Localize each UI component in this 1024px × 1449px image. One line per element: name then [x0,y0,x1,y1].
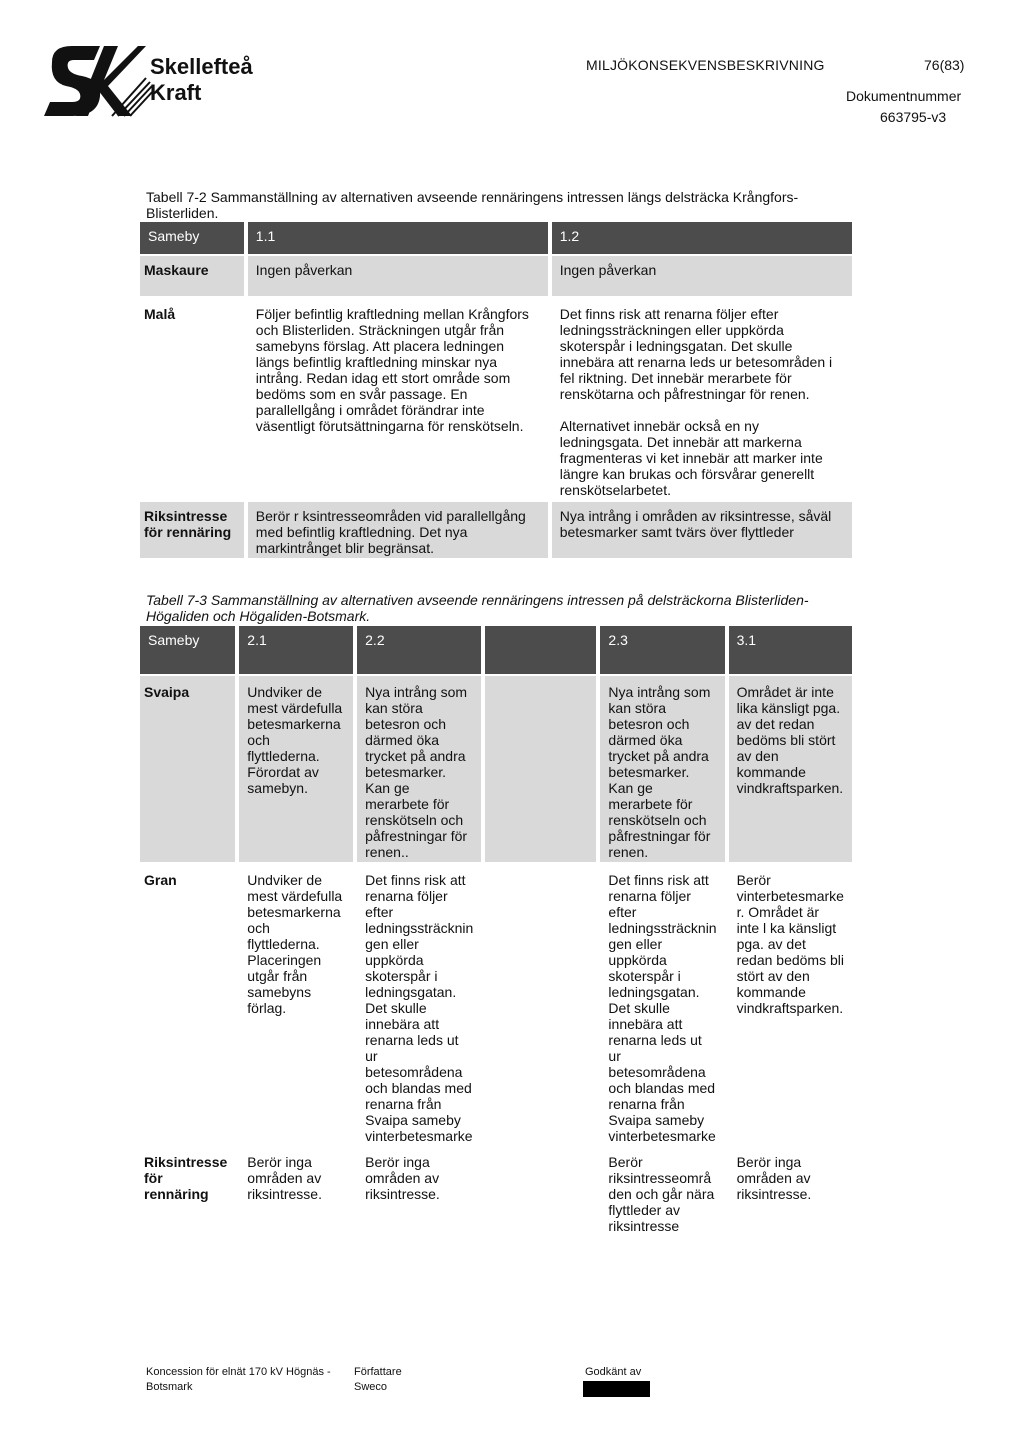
cell-text: Följer befintlig kraftledning mellan Krångfors och Blisterliden. Sträckningen utgår från samebyns förslag. Att placera ledningen längs befintlig kraftledning minskar nya intrång. Redan idag ett stort område som bedöms som en svår passage. En parallellgång i området förändrar inte väsentligt förutsättningarna för renskötseln. [255,306,529,434]
table-cell [248,298,548,500]
logo-line2: Kraft [150,80,202,105]
table-cell: Nya intrång som kan störa betesron och därmed öka trycket på andra betesmarker. Kan ge merarbete för renskötseln och påfrestningar för renen.. [357,676,481,862]
table-header-row [140,222,852,254]
table-cell [552,298,852,500]
table-header-cell: 2.1 [239,626,353,674]
row-label: Riksintresse för rennäring [140,1148,235,1236]
table-cell: Det finns risk att renarna följer efter ledningssträcknin gen eller uppkörda skoterspår i ledningsgatan. Det skulle innebära att renarna leds ut ur betesområdena och blandas med renarna från Svaipa sameby vinterbetesmarke [357,864,481,1146]
table-cell: Berör inga områden av riksintresse. [357,1148,481,1236]
table-cell: Berör r ksintresseområden vid parallellgång med befintlig kraftledning. Det nya markintrånget blir begränsat. [248,502,548,558]
table-row [140,1148,852,1236]
doc-number-label: Dokumentnummer [846,88,962,104]
document-title: MILJÖKONSEKVENSBESKRIVNING [586,57,825,73]
table-cell [485,864,596,1146]
page-number: 76(83) [924,57,965,73]
logo-line1: Skellefteå [150,54,253,79]
doc-number: 663795-v3 [880,109,947,125]
table-cell: Ingen påverkan [248,256,548,296]
table-cell [485,676,596,862]
table-cell: Ingen påverkan [552,256,852,296]
table-header-cell: 1.1 [248,222,548,254]
table-header-row [140,626,852,674]
table2-caption: Tabell 7-3 Sammanställning av alternativen avseende rennäringens intressen på delsträckorna Blisterliden-Högaliden och Högaliden-Botsmark. [146,592,809,624]
row-label: Riksintresse för rennäring [140,502,244,558]
redacted-signature [583,1381,650,1397]
table-header-cell: 2.3 [600,626,724,674]
logo-text [150,54,253,106]
footer-approved-label: Godkänt av [585,1366,642,1378]
table-cell: Nya intrång i områden av riksintresse, såväl betesmarker samt tvärs över flyttleder [552,502,852,558]
table-row [140,256,852,296]
table1 [136,220,856,560]
table-header-cell [485,626,596,674]
table-row [140,864,852,1146]
table-header-cell: 1.2 [552,222,852,254]
cell-text: Det finns risk att renarna följer efter ledningssträckningen eller uppkörda skoterspår i ledningsgatan. Det skulle innebära att renarna leds ur betesområden i fel riktning. Det innebär merarbete för renskötarna och påfrestningar för renen. [559,306,833,402]
table-cell [485,1148,596,1236]
row-label: Svaipa [140,676,235,862]
table-row [140,502,852,558]
table-cell: Nya intrång som kan störa betesron och därmed öka trycket på andra betesmarker. Kan ge merarbete för renskötseln och påfrestningar för renen. [600,676,724,862]
table-header-cell: 2.2 [357,626,481,674]
table-header-cell: Sameby [140,626,235,674]
table-cell: Berör inga områden av riksintresse. [239,1148,353,1236]
cell-text: Alternativet innebär också en ny ledningsgata. Det innebär att markerna fragmenteras vi ket innebär att marker inte längre kan brukas och försvårar generellt renskötselarbetet. [559,418,823,498]
table-header-cell: Sameby [140,222,244,254]
row-label: Gran [140,864,235,1146]
table-cell: Berör vinterbetesmarke r. Området är inte l ka känsligt pga. av det redan bedöms bli stört av den kommande vindkraftsparken. [729,864,852,1146]
table-row [140,298,852,500]
table-row [140,676,852,862]
table-cell: Området är inte lika känsligt pga. av det redan bedöms bli stört av den kommande vindkraftsparken. [729,676,852,862]
table1-caption: Tabell 7-2 Sammanställning av alternativen avseende rennäringens intressen längs delsträcka Krångfors-Blisterliden. [146,189,799,221]
footer-concession: Koncession för elnät 170 kV Högnäs - Botsmark [146,1366,331,1393]
table-header-cell: 3.1 [729,626,852,674]
row-label: Malå [140,298,244,500]
table-cell: Undviker de mest värdefulla betesmarkerna och flyttlederna. Placeringen utgår från samebyns förlag. [239,864,353,1146]
table-cell: Undviker de mest värdefulla betesmarkerna och flyttlederna. Förordat av samebyn. [239,676,353,862]
footer-author: Sweco [354,1381,388,1393]
table2 [136,624,856,1238]
table-cell: Berör inga områden av riksintresse. [729,1148,852,1236]
sk-logo-mark [44,46,154,116]
row-label: Maskaure [140,256,244,296]
table-cell: Berör riksintresseområ den och går nära flyttleder av riksintresse [600,1148,724,1236]
footer-author-label: Författare [354,1366,402,1378]
table-cell: Det finns risk att renarna följer efter ledningssträcknin gen eller uppkörda skoterspår i ledningsgatan. Det skulle innebära att renarna leds ut ur betesområdena och blandas med renarna från Svaipa sameby vinterbetesmarke [600,864,724,1146]
